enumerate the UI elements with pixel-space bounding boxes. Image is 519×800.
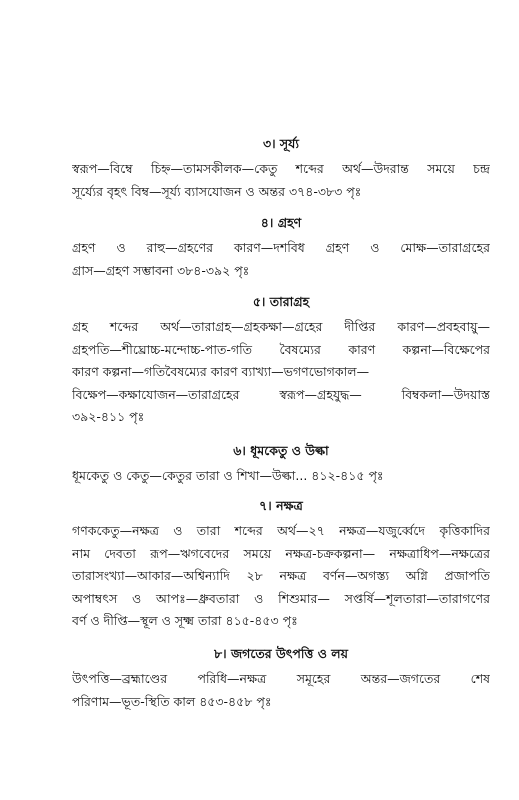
section-dhumaketu (72, 442, 490, 488)
text-line: বিক্ষেপ—কক্ষাযোজন—তারাগ্রহের স্বরূপ—গ্রহযুদ্ধ— বিম্বকলা—উদয়াস্ত (72, 386, 490, 402)
text-line: অপাম্বৎস ও আপঃ—ধ্রুবতারা ও শিশুমার— সপ্তর্ষি—শূলতারা—তারাগণের (72, 590, 490, 606)
text-line: পরিণাম—ভূত-স্থিতি কাল ৪৫৩-৪৫৮ পৃঃ (72, 693, 272, 709)
text-line: গ্রহণ ও রাহু—গ্রহণের কারণ—দশবিধ গ্রহণ ও মোক্ষ—তারাগ্রহের (72, 240, 490, 255)
text-line: উৎপত্তি—ব্রহ্মাণ্ডের পরিধি—নক্ষত্র সমূহের অন্তর—জগতের শেষ (72, 671, 490, 686)
text-line: গণককেতু—নক্ষত্র ও তারা শব্দের অর্থ—২৭ নক্ষত্র—যজুর্ব্বেদে কৃত্তিকাদির (72, 523, 490, 538)
text-line: নাম দেবতা রূপ—ঋগবেদের সময়ে নক্ষত্র-চক্রকল্পনা— নক্ষত্রাধিপ—নক্ষত্রের (72, 545, 490, 561)
text-line: ৩৯২-৪১১ পৃঃ (72, 409, 145, 424)
section-body (72, 520, 490, 633)
section-body (72, 316, 490, 429)
section-body (72, 158, 490, 203)
section-body (72, 237, 490, 282)
text-line: সূর্য্যের বৃহৎ বিম্ব—সূর্য্য ব্যাসযোজন ও অন্তর ৩৭৪-৩৮৩ পৃঃ (72, 183, 362, 199)
text-line: স্বরূপ—বিম্বে চিহ্ন—তামসকীলক—কেতু শব্দের অর্থ—উদরান্ত সময়ে চন্দ্র (72, 161, 490, 176)
section-heading: ৩। সূর্য্য (262, 136, 300, 151)
text-line: গ্রহ শব্দের অর্থ—তারাগ্রহ—গ্রহকক্ষা—গ্রহের দীপ্তির কারণ—প্রবহবায়ু— (72, 319, 490, 334)
section-grahan (72, 214, 490, 282)
section-heading: ৪। গ্রহণ (260, 215, 302, 230)
text-line: কারণ কল্পনা—গতিবৈষম্যের কারণ ব্যাখ্যা—ভগণভোগকাল— (72, 364, 370, 379)
section-heading: ৭। নক্ষত্র (259, 498, 303, 513)
section-nakshatra (72, 497, 490, 633)
section-heading: ৮। জগতের উৎপত্তি ও লয় (214, 646, 348, 661)
section-jagat (72, 645, 490, 713)
text-line: বর্ণ ও দীপ্তি—স্থূল ও সূক্ষ্ম তারা ৪১৫-৪৫৩ পৃঃ (72, 613, 298, 628)
section-heading: ৬। ধূমকেতু ও উল্কা (233, 443, 329, 458)
section-body (72, 465, 490, 488)
section-surya (72, 135, 490, 203)
text-line: তারাসংখ্যা—আকার—অশ্বিন্যাদি ২৮ নক্ষত্র বর্ণন—অগস্ত্য অগ্নি প্রজাপতি (72, 568, 490, 583)
section-heading: ৫। তারাগ্রহ (252, 294, 310, 309)
text-line: গ্রহপতি—শীঘ্রোচ্চ-মন্দোচ্চ-পাত-গতি বৈষম্যের কারণ কল্পনা—বিক্ষেপের (72, 341, 490, 357)
section-taragraha (72, 293, 490, 429)
text-line: গ্রাস—গ্রহণ সম্ভাবনা ৩৮৪-৩৯২ পৃঃ (72, 262, 250, 278)
section-body (72, 668, 490, 713)
text-line: ধূমকেতু ও কেতু—কেতুর তারা ও শিখা—উল্কা... ৪১২-৪১৫ পৃঃ (72, 468, 384, 483)
